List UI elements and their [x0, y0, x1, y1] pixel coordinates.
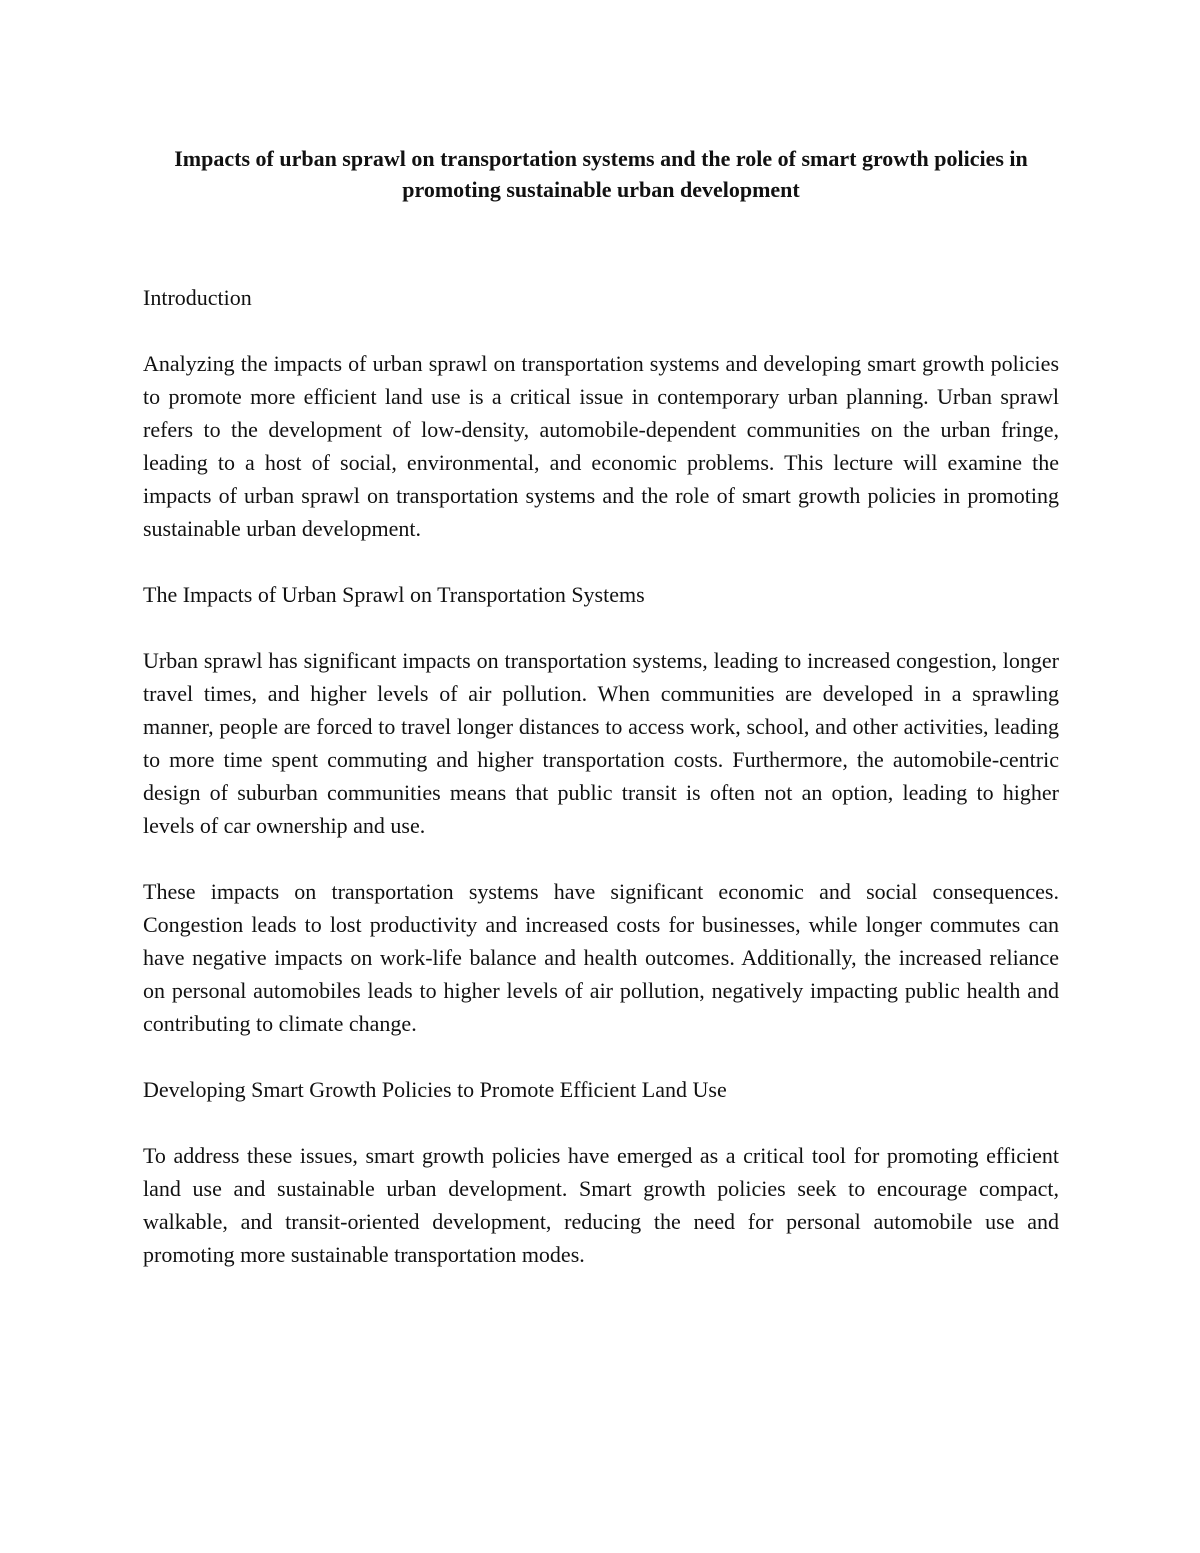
paragraph-smart-growth: To address these issues, smart growth policies have emerged as a critical tool for promoting efficient land use and sustainable urban development. Smart growth policies seek to encourage compact, walkable, and transit-oriented development, reducing the need for personal automobile use and promoting more sustainable transportation modes.: [143, 1143, 1059, 1267]
document-page: [143, 143, 1059, 1271]
paragraph-impacts-2: These impacts on transportation systems have significant economic and social consequences. Congestion leads to lost productivity and increased costs for businesses, while longer commutes can have negative impacts on work-life balance and health outcomes. Additionally, the increased reliance on personal automobiles leads to higher levels of air pollution, negatively impacting public health and contributing to climate change.: [143, 879, 1059, 1036]
document-title: Impacts of urban sprawl on transportation systems and the role of smart growth policies in promoting sustainable urban development: [174, 146, 1028, 202]
paragraph-impacts-1: Urban sprawl has significant impacts on transportation systems, leading to increased congestion, longer travel times, and higher levels of air pollution. When communities are developed in a sprawling manner, people are forced to travel longer distances to access work, school, and other activities, leading to more time spent commuting and higher transportation costs. Furthermore, the automobile-centric design of suburban communities means that public transit is often not an option, leading to higher levels of car ownership and use.: [143, 648, 1059, 838]
section-heading-introduction: Introduction: [143, 285, 252, 310]
section-heading-impacts: The Impacts of Urban Sprawl on Transportation Systems: [143, 582, 645, 607]
section-heading-smart-growth: Developing Smart Growth Policies to Promote Efficient Land Use: [143, 1077, 727, 1102]
paragraph-introduction: Analyzing the impacts of urban sprawl on transportation systems and developing smart growth policies to promote more efficient land use is a critical issue in contemporary urban planning. Urban sprawl refers to the development of low-density, automobile-dependent communities on the urban fringe, leading to a host of social, environmental, and economic problems. This lecture will examine the impacts of urban sprawl on transportation systems and the role of smart growth policies in promoting sustainable urban development.: [143, 351, 1059, 541]
